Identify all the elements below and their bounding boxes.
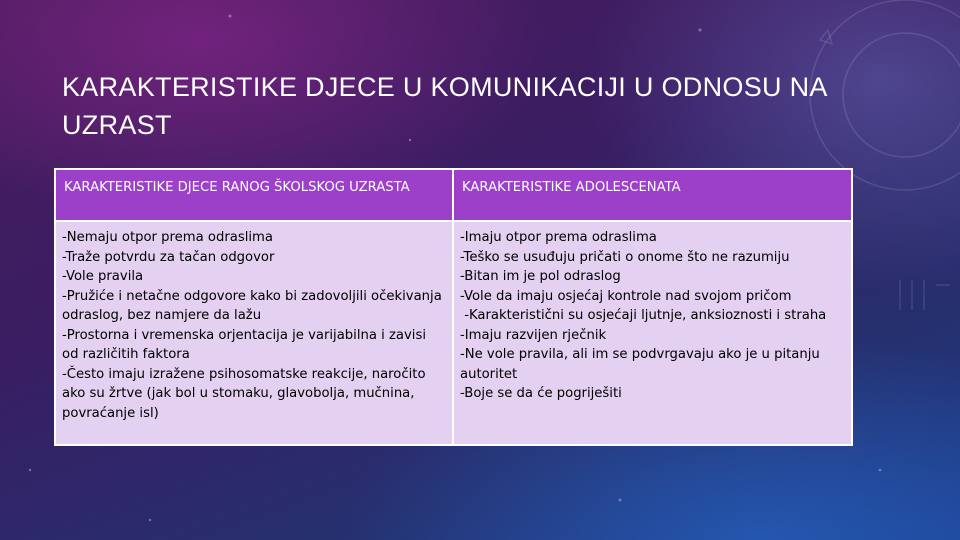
list-item: -Vole da imaju osjećaj kontrole nad svojom pričom bbox=[460, 288, 792, 304]
decorative-dot bbox=[229, 15, 232, 18]
decorative-dot bbox=[149, 519, 151, 521]
header-cell-early-school-age: KARAKTERISTIKE DJECE RANOG ŠKOLSKOG UZRASTA bbox=[55, 169, 453, 221]
header-cell-adolescents: KARAKTERISTIKE ADOLESCENATA bbox=[453, 169, 852, 221]
decorative-triangle bbox=[820, 30, 832, 44]
cell-early-school-age-traits bbox=[55, 221, 453, 445]
cell-adolescent-traits bbox=[453, 221, 852, 445]
list-item: -Prostorna i vremenska orjentacija je varijabilna i zavisi od različitih faktora bbox=[62, 327, 431, 362]
list-item: -Boje se da će pogriješiti bbox=[460, 386, 622, 401]
decorative-dot bbox=[879, 469, 882, 472]
comparison-table bbox=[54, 168, 853, 446]
list-item: -Traže potvrdu za tačan odgovor bbox=[62, 249, 275, 265]
list-item: -Imaju razvijen rječnik bbox=[460, 327, 607, 343]
list-item: -Teško se usuđuju pričati o onome što ne razumiju bbox=[460, 249, 790, 265]
slide-title: KARAKTERISTIKE DJECE U KOMUNIKACIJI U ODNOSU NA UZRAST bbox=[62, 72, 827, 140]
list-item: -Imaju otpor prema odraslima bbox=[460, 230, 657, 245]
table-body-row bbox=[55, 221, 852, 445]
list-item: -Karakteristični su osjećaji ljutnje, anksioznosti i straha bbox=[460, 308, 827, 323]
decorative-dot bbox=[29, 469, 31, 471]
list-item: -Nemaju otpor prema odraslima bbox=[62, 230, 273, 245]
decorative-lines bbox=[900, 280, 950, 310]
decorative-dot bbox=[699, 29, 702, 32]
list-item: -Vole pravila bbox=[62, 269, 144, 284]
list-item: -Bitan im je pol odraslog bbox=[460, 269, 621, 284]
list-item: -Pružiće i netačne odgovore kako bi zadovoljili očekivanja odraslog, bez namjere da lažu bbox=[62, 288, 446, 323]
table-header-row bbox=[55, 169, 852, 221]
list-item: -Često imaju izražene psihosomatske reakcije, naročito ako su žrtve (jak bol u stomaku, glavobolja, mučnina, povraćanje isl) bbox=[62, 366, 430, 421]
decorative-dot bbox=[619, 499, 622, 502]
list-item: -Ne vole pravila, ali im se podvrgavaju ako je u pitanju autoritet bbox=[460, 347, 824, 382]
